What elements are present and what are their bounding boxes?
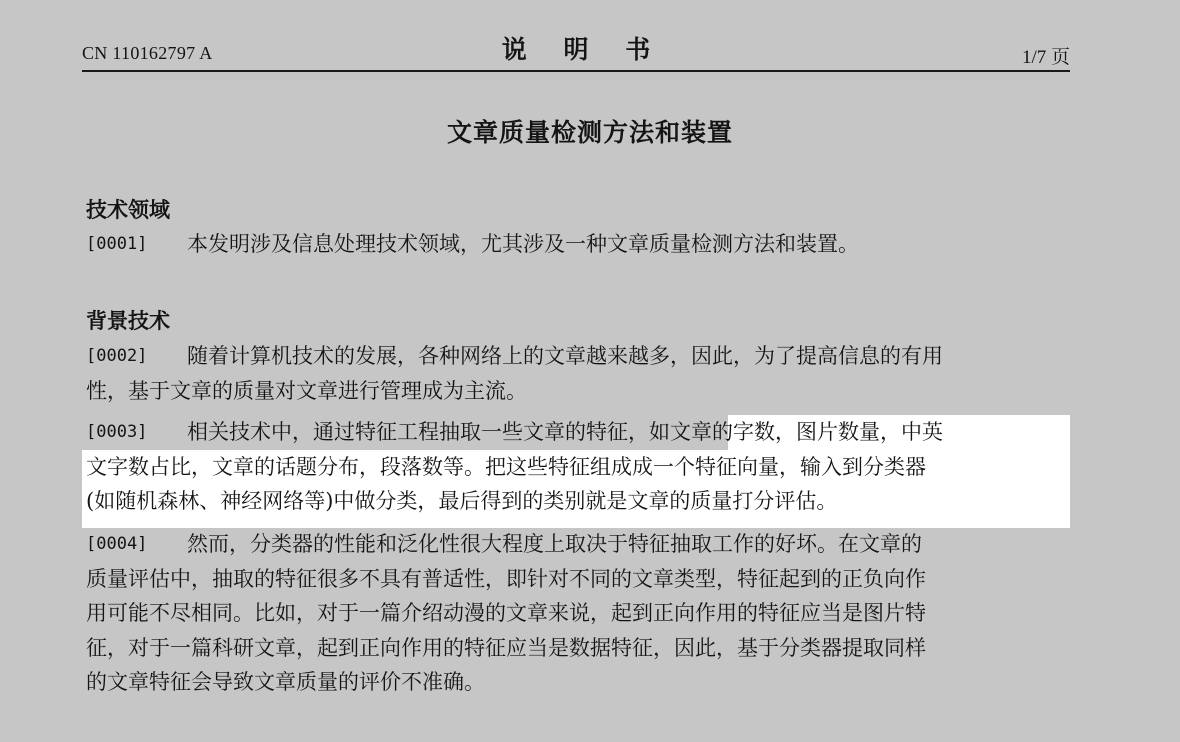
- paragraph-line: [86, 450, 1070, 485]
- paragraph-text: 文字数占比，文章的话题分布，段落数等。把这些特征组成成一个特征向量，输入到分类器: [86, 454, 926, 479]
- paragraph-0004: [86, 527, 1070, 700]
- page-header: [82, 28, 1070, 72]
- section-heading-technical-field: 技术领域: [86, 198, 170, 222]
- paragraph-text: 用可能不尽相同。比如，对于一篇介绍动漫的文章来说，起到正向作用的特征应当是图片特: [86, 601, 926, 625]
- header-divider: [82, 70, 1070, 72]
- paragraph-number: [0002]: [86, 346, 148, 366]
- paragraph-line: [86, 562, 1070, 597]
- paragraph-text: 性，基于文章的质量对文章进行管理成为主流。: [86, 378, 527, 403]
- paragraph-line: [86, 374, 1070, 409]
- section-title: 说 明 书: [501, 35, 665, 64]
- paragraph-text: 质量评估中，抽取的特征很多不具有普适性，即针对不同的文章类型，特征起到的正负向作: [86, 566, 926, 591]
- paragraph-line: [86, 665, 1070, 700]
- paragraph-0003: [86, 415, 1070, 519]
- paragraph-text: 相关技术中，通过特征工程抽取一些文章的特征，如文章的字数，图片数量，中英: [187, 420, 943, 444]
- paragraph-number: [0004]: [86, 534, 148, 554]
- paragraph-text: 的文章特征会导致文章质量的评价不准确。: [86, 670, 485, 694]
- paragraph-line: [86, 596, 1070, 631]
- section-heading-background: 背景技术: [86, 309, 170, 333]
- paragraph-line: [86, 339, 1070, 374]
- paragraph-text: 然而，分类器的性能和泛化性很大程度上取决于特征抽取工作的好坏。在文章的: [187, 532, 922, 556]
- paragraph-text: 本发明涉及信息处理技术领域，尤其涉及一种文章质量检测方法和装置。: [187, 232, 859, 256]
- paragraph-line: [86, 527, 1070, 562]
- paragraph-text: (如随机森林、神经网络等)中做分类，最后得到的类别就是文章的质量打分评估。: [86, 489, 838, 513]
- paragraph-number: [0003]: [86, 422, 148, 442]
- paragraph-line: [86, 415, 1070, 450]
- paragraph-line: [86, 227, 1070, 262]
- paragraph-0001: [86, 227, 1070, 262]
- paragraph-text: 随着计算机技术的发展，各种网络上的文章越来越多，因此，为了提高信息的有用: [187, 344, 943, 368]
- document-title: 文章质量检测方法和装置: [446, 118, 733, 147]
- paragraph-number: [0001]: [86, 234, 148, 254]
- paragraph-line: [86, 484, 1070, 519]
- patent-number: CN 110162797 A: [82, 43, 213, 63]
- paragraph-text: 征，对于一篇科研文章，起到正向作用的特征应当是数据特征，因此，基于分类器提取同样: [86, 635, 926, 660]
- paragraph-line: [86, 631, 1070, 666]
- page-indicator: 1/7 页: [1021, 47, 1070, 68]
- paragraph-0002: [86, 339, 1070, 408]
